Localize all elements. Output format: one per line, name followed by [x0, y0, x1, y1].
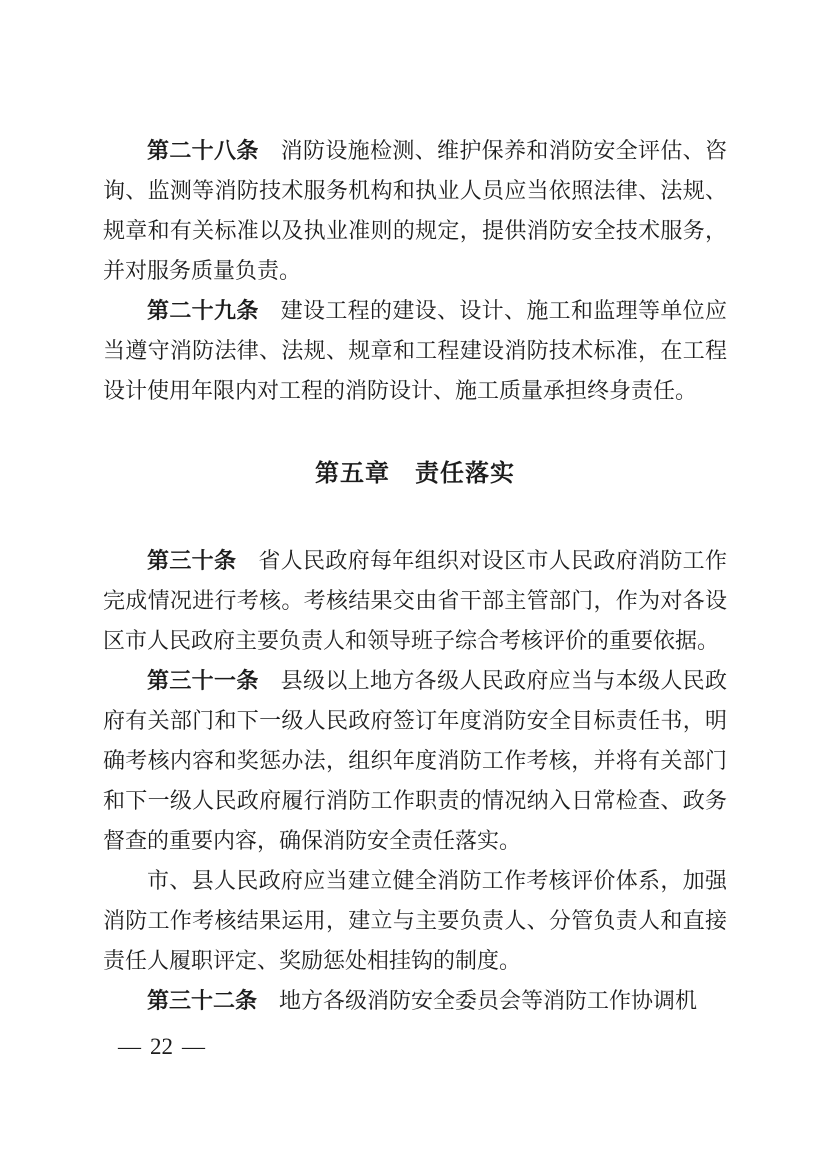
chapter-heading-text: 第五章 责任落实: [315, 460, 515, 487]
page-number: 22: [150, 1034, 173, 1059]
footer-left-dash: —: [118, 1034, 141, 1059]
article-30-paragraph: [103, 541, 727, 661]
article-31-text: 县级以上地方各级人民政府应当与本级人民政府有关部门和下一级人民政府签订年度消防安全目标责任书，明确考核内容和奖惩办法，组织年度消防工作考核，并将有关部门和下一级人民政府履行消防工作职责的情况纳入日常检查、政务督查的重要内容，确保消防安全责任落实。: [103, 668, 727, 853]
article-32-paragraph: [103, 981, 727, 1021]
chapter-heading: [103, 454, 727, 494]
article-29-paragraph: [103, 291, 727, 411]
article-32-text: 地方各级消防安全委员会等消防工作协调机: [279, 988, 698, 1013]
article-28-paragraph: [103, 131, 727, 291]
footer-right-dash: —: [182, 1034, 205, 1059]
article-32-number: 第三十二条: [147, 988, 258, 1013]
article-31-number: 第三十一条: [147, 668, 259, 693]
article-31-paragraph: [103, 661, 727, 861]
article-29-text: 建设工程的建设、设计、施工和监理等单位应当遵守消防法律、法规、规章和工程建设消防技术标准，在工程设计使用年限内对工程的消防设计、施工质量承担终身责任。: [103, 298, 727, 403]
article-28-text: 消防设施检测、维护保养和消防安全评估、咨询、监测等消防技术服务机构和执业人员应当依照法律、法规、规章和有关标准以及执业准则的规定，提供消防安全技术服务，并对服务质量负责。: [103, 138, 727, 283]
article-30-number: 第三十条: [147, 548, 237, 573]
article-30-text: 省人民政府每年组织对设区市人民政府消防工作完成情况进行考核。考核结果交由省干部主管部门，作为对各设区市人民政府主要负责人和领导班子综合考核评价的重要依据。: [103, 548, 727, 653]
document-body: [103, 131, 727, 1021]
article-31-continuation-paragraph: [103, 861, 727, 981]
page-footer: [118, 1033, 205, 1061]
article-28-number: 第二十八条: [147, 138, 259, 163]
article-29-number: 第二十九条: [147, 298, 259, 323]
article-31-continuation-text: 市、县人民政府应当建立健全消防工作考核评价体系，加强消防工作考核结果运用，建立与主要负责人、分管负责人和直接责任人履职评定、奖励惩处相挂钩的制度。: [103, 868, 727, 973]
